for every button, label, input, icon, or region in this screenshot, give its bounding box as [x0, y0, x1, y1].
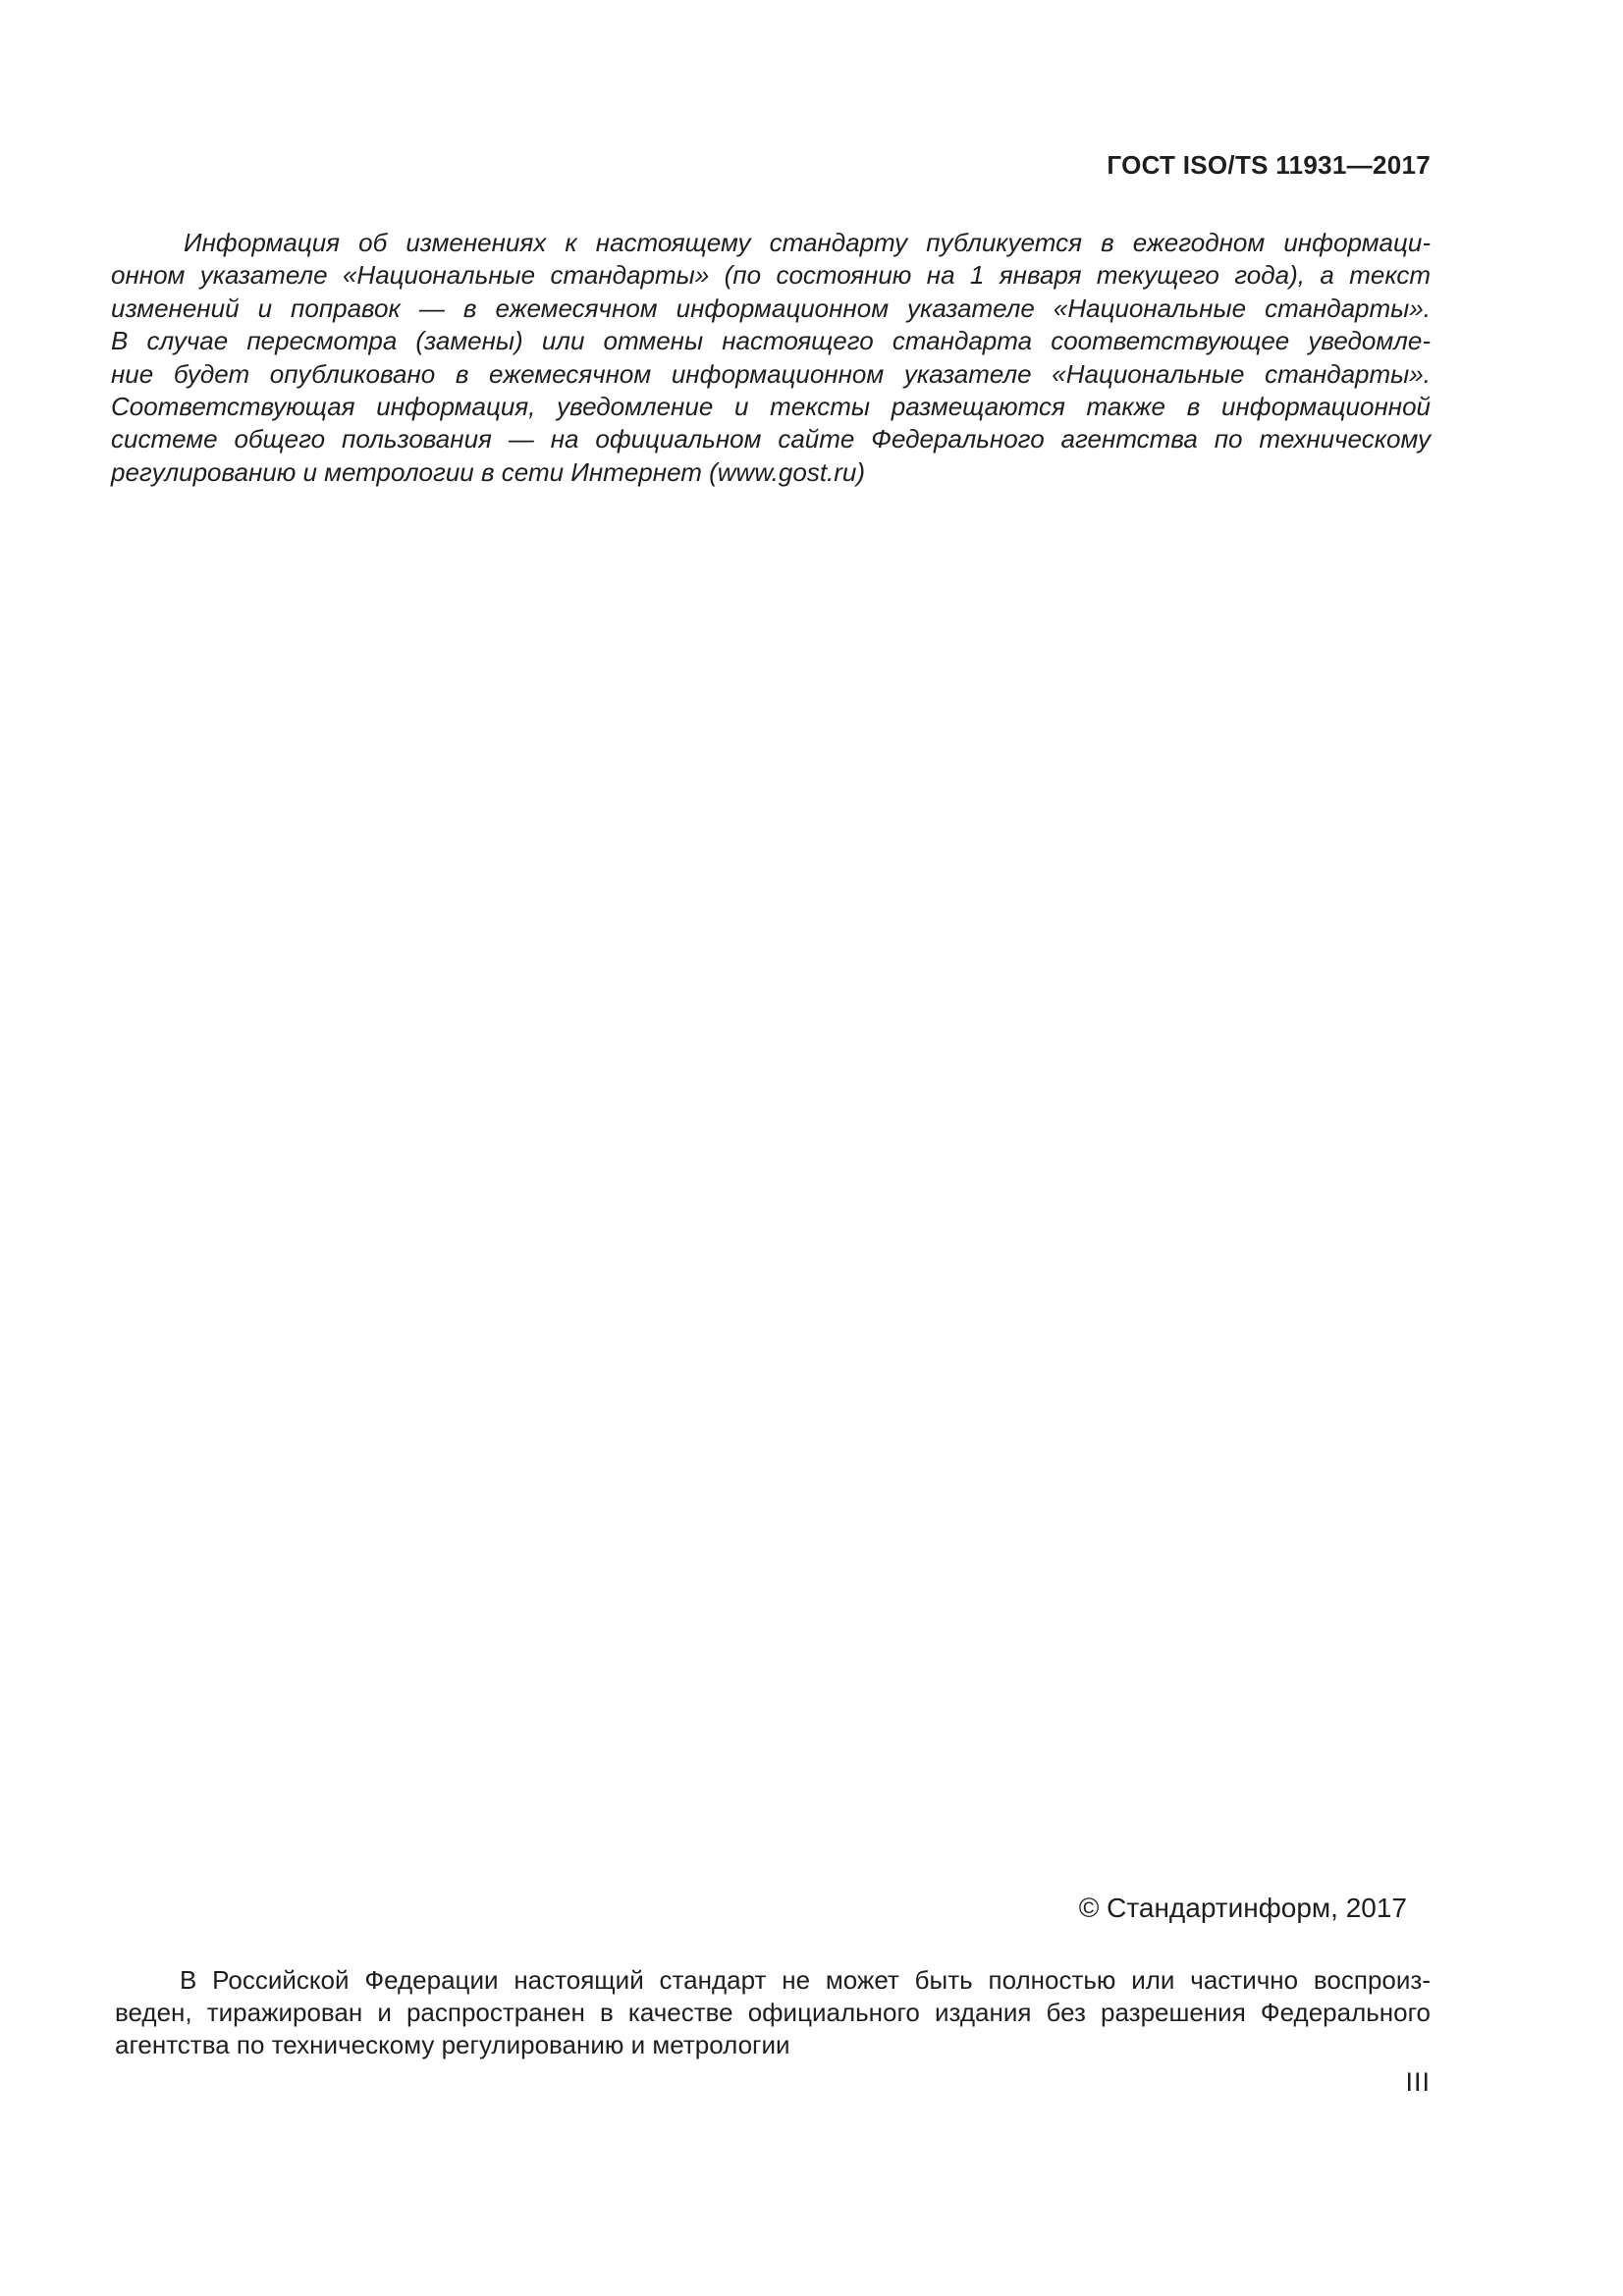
standard-code-header: ГОСТ ISO/TS 11931—2017	[1107, 150, 1431, 180]
reproduction-line: В Российской Федерации настоящий стандарт не может быть полностью или частично воспроиз-	[180, 1965, 1431, 1995]
notice-line: изменений и поправок — в ежемесячном информационном указателе «Национальные стандарты».	[111, 293, 1431, 323]
notice-line: В случае пересмотра (замены) или отмены настоящего стандарта соответствующее уведомле-	[111, 326, 1431, 356]
notice-line: регулированию и метрологии в сети Интернет (www.gost.ru)	[111, 456, 866, 487]
reproduction-notice-paragraph	[115, 1964, 1431, 2061]
reproduction-line: веден, тиражирован и распространен в качестве официального издания без разрешения Федерального	[115, 1998, 1431, 2027]
notice-line: системе общего пользования — на официальном сайте Федерального агентства по техническому	[111, 424, 1431, 454]
notice-line: ние будет опубликовано в ежемесячном информационном указателе «Национальные стандарты».	[111, 358, 1431, 389]
change-notice-paragraph	[111, 227, 1431, 489]
copyright-line: © Стандартинформ, 2017	[1078, 1893, 1407, 1923]
notice-line: Информация об изменениях к настоящему стандарту публикуется в ежегодном информаци-	[184, 228, 1431, 257]
reproduction-line: агентства по техническому регулированию и метрологии	[115, 2030, 790, 2059]
notice-line: онном указателе «Национальные стандарты» (по состоянию на 1 января текущего года), а текст	[111, 260, 1431, 291]
notice-line: Соответствующая информация, уведомление и тексты размещаются также в информационной	[111, 392, 1431, 422]
page-number: III	[1405, 2067, 1431, 2097]
